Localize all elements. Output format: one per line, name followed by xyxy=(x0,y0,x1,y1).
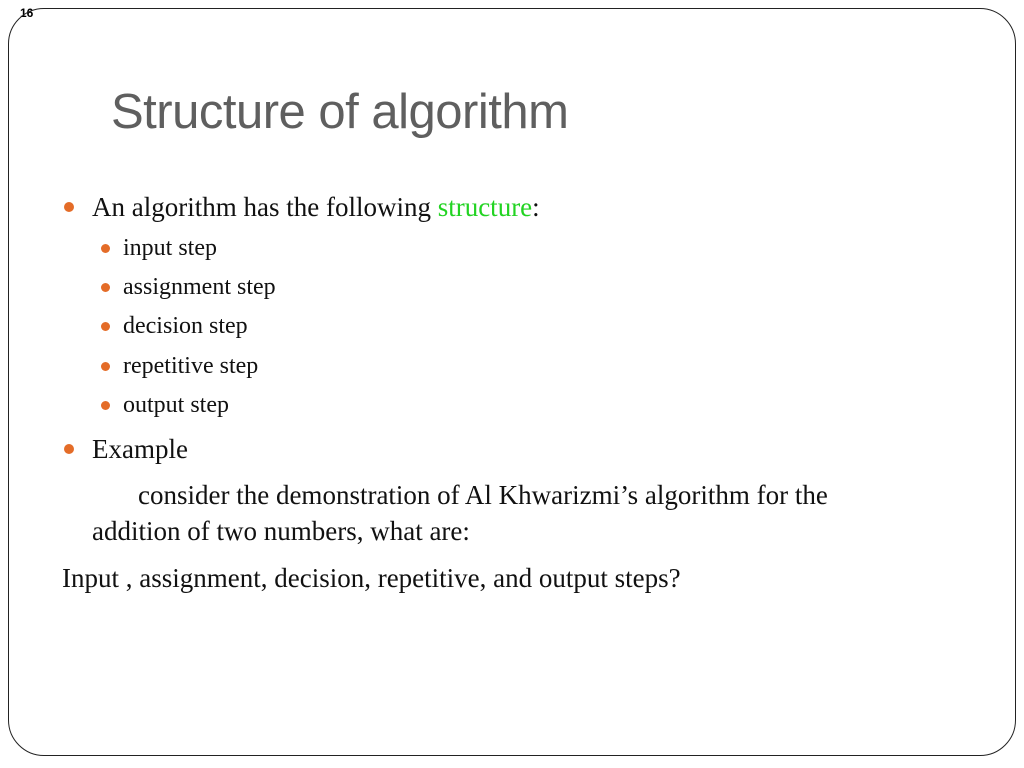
bullet-example: Example xyxy=(92,434,188,464)
intro-highlight: structure xyxy=(437,192,533,222)
intro-suffix: : xyxy=(532,192,540,222)
bullet-intro xyxy=(92,192,540,223)
step-item-repetitive: repetitive step xyxy=(123,353,259,379)
slide-title: Structure of algorithm xyxy=(111,85,569,139)
step-item-assignment: assignment step xyxy=(123,274,276,300)
question-text: Input , assignment, decision, repetitive, and output steps? xyxy=(62,563,681,593)
slide-number: 16 xyxy=(20,6,34,20)
intro-prefix: An algorithm has the following xyxy=(92,192,438,222)
step-item-decision: decision step xyxy=(123,313,248,339)
step-item-output: output step xyxy=(123,392,229,418)
example-line-1: consider the demonstration of Al Khwarizmi’s algorithm for the xyxy=(138,480,828,510)
example-line-2: addition of two numbers, what are: xyxy=(92,516,470,546)
step-item-input: input step xyxy=(123,235,217,261)
